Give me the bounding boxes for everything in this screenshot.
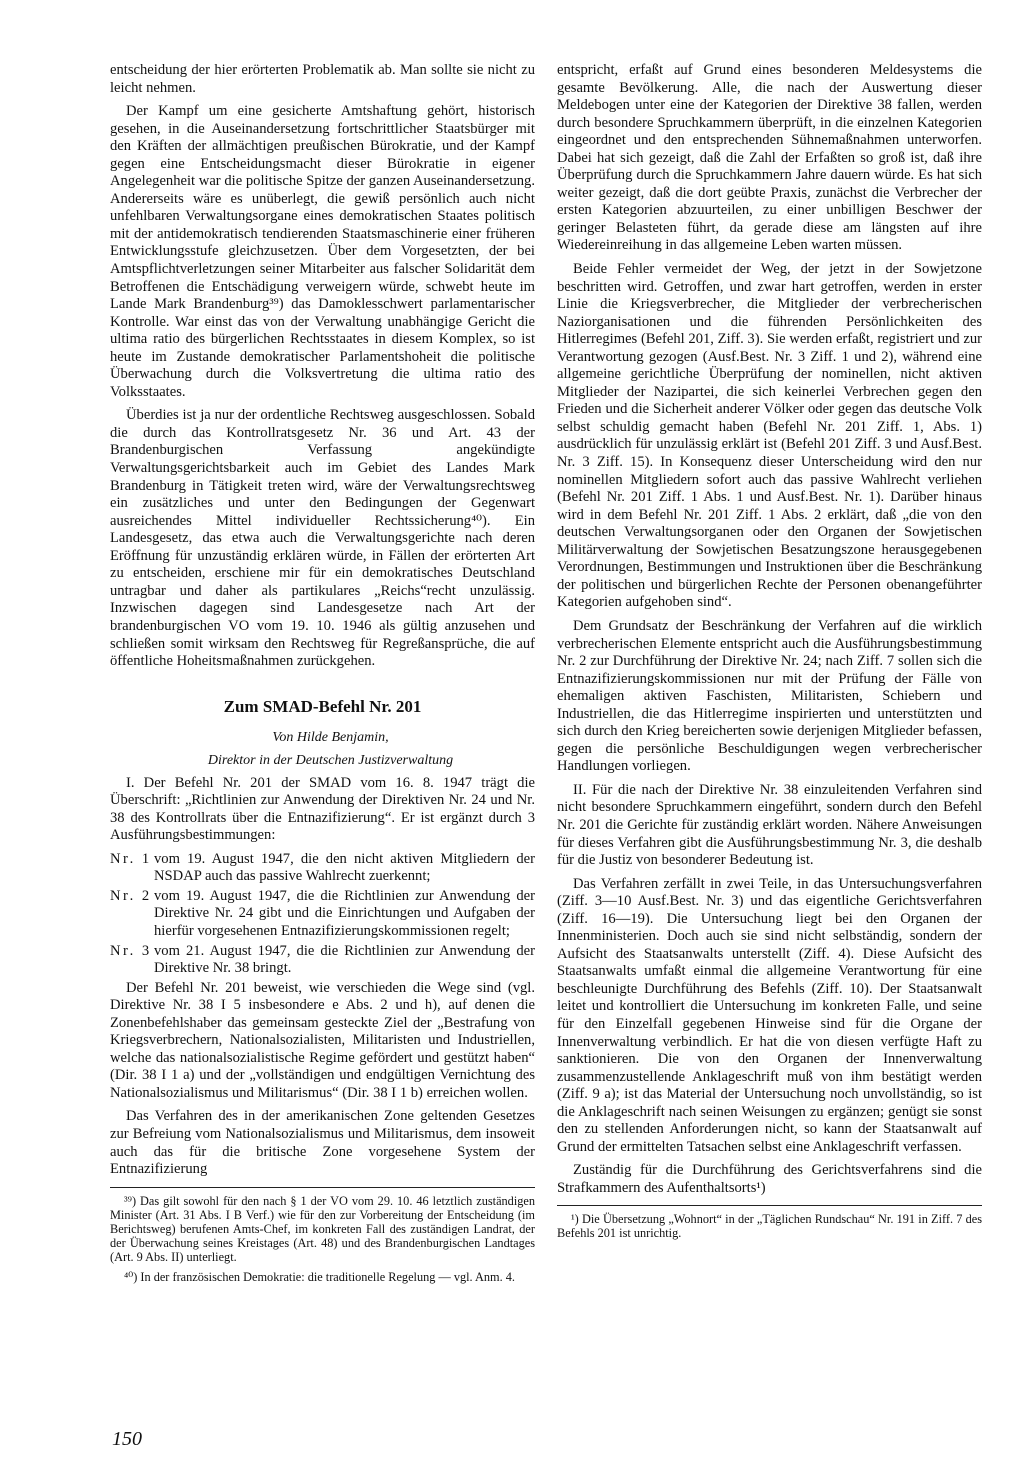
- author-byline: Von Hilde Benjamin,: [272, 729, 389, 745]
- body-paragraph: II. Für die nach der Direktive Nr. 38 einzuleitenden Verfahren sind nicht besondere Spruchkammern eingeführt, sondern durch den Befehl Nr. 201 die Gerichte für zuständig erklärt worden. Nähere Anweisungen für dieses Verfahren gibt die Ausführungsbestimmung Nr. 3, die deshalb für die Justiz von besonderer Bedeutung ist.: [557, 781, 982, 869]
- body-paragraph: Das Verfahren zerfällt in zwei Teile, in das Untersuchungsverfahren (Ziff. 3—10 Ausf.Best. Nr. 3) und das eigentliche Gerichtsverfahren (Ziff. 16—19). Die Untersuchung liegt bei den Organen der Innenministerien. Doch auch sie sind nicht selbständig, sondern der Aufsicht des Staatsanwalts unterstellt (Ziff. 4). Diese Aufsicht des Staatsanwalts umfaßt einmal die allgemeine Verantwortung für eine beschleunigte Durchführung des Befehls (Ziff. 10). Der Staatsanwalt leitet und kontrolliert die Untersuchung im konkreten Falle, und seine für den Einzelfall gegebenen Hinweise sind für die Organe der Innenverwaltung verbindlich. Er hat die von diesen verfügte Haft zu sanktionieren. Die von den Organen der Innenverwaltung zusammenzustellende Anklageschrift muß von ihm bestätigt werden (Ziff. 9 a); ist das Material der Untersuchung noch unvollständig, so ist die Anklageschrift nach seinen Weisungen zu ergänzen; genügt sie sonst den zu stellenden Anforderungen nicht, so kann der Staatsanwalt auf Grund der ermittelten Tatsachen selbst eine Anklageschrift verfassen.: [557, 875, 982, 1155]
- left-column: [110, 62, 535, 1290]
- list-item-text: vom 19. August 1947, die die Richtlinien zur Anwendung der Direktive Nr. 24 gibt und die Einrichtungen und Aufgaben der hierfür vorgesehenen Entnazifizierungskommissionen regelt;: [154, 887, 535, 939]
- page-number: 150: [112, 1428, 142, 1450]
- footnotes: [557, 1205, 982, 1240]
- body-paragraph: Überdies ist ja nur der ordentliche Rechtsweg ausgeschlossen. Sobald die durch das Kontrollratsgesetz Nr. 36 und Art. 43 der Brandenburgischen Verfassung angekündigte Verwaltungsgerichtsbarkeit auch im Gebiet des Landes Mark Brandenburg in Tätigkeit treten wird, wäre der Verwaltungsrechtsweg ein zusätzliches und unter den Bedingungen der Gegenwart ausreichendes Mittel individueller Rechtssicherung⁴⁰). Ein Landesgesetz, das etwa auch die Verwaltungsgerichte nach deren Eröffnung für unzuständig erklären würde, in Fällen der erörterten Art zu entscheiden, erschiene mir für ein demokratisches Deutschland untragbar und daher als partikulares „Reichs“recht unzulässig. Inzwischen dagegen sind Landesgesetze nach Art der brandenburgischen VO vom 19. 10. 1946 als gültig anzusehen und schließen somit wirksam den Rechtsweg für Regreßansprüche, die auf öffentliche Hoheitsmaßnahmen zurückgehen.: [110, 407, 535, 670]
- body-paragraph: entscheidung der hier erörterten Problematik ab. Man sollte sie nicht zu leicht nehmen.: [110, 62, 535, 96]
- footnote: ¹) Die Übersetzung „Wohnort“ in der „Täglichen Rundschau“ Nr. 191 in Ziff. 7 des Befehls 201 ist unrichtig.: [557, 1212, 982, 1241]
- body-paragraph: Der Befehl Nr. 201 beweist, wie verschieden die Wege sind (vgl. Direktive Nr. 38 I 5 insbesondere e Abs. 2 und h), auf denen die Zonenbefehlshaber das gemeinsam gesteckte Ziel der „Bestrafung von Kriegsverbrechern, Nationalsozialisten, Militaristen und Industriellen, welche das nationalsozialistische Regime gefördert und gestützt haben“ (Dir. 38 I 1 a) und der „vollständigen und endgültigen Vernichtung des Nationalsozialismus und Militarismus“ (Dir. 38 I 1 b) erreichen wollen.: [110, 979, 535, 1101]
- body-paragraph: Das Verfahren des in der amerikanischen Zone geltenden Gesetzes zur Befreiung vom Nationalsozialismus und Militarismus, dem insoweit auch das für die britische Zone vorgesehene System der Entnazifizierung: [110, 1108, 535, 1178]
- list-item: [110, 851, 535, 886]
- list-item-label: Nr. 2: [110, 887, 152, 904]
- list-item-label: Nr. 3: [110, 942, 152, 959]
- footnote: ³⁹) Das gilt sowohl für den nach § 1 der VO vom 29. 10. 46 letztlich zuständigen Minister (Art. 31 Abs. I B Verf.) wie für den zur Vorbereitung der Entscheidung (im Berichtsweg) berufenen Amts-Chef, im konkreten Fall des zuständigen Landrat, der der Überwachung seines Kreistages (Art. 48) und des Brandenburgischen Landtages (Art. 9 Abs. II) unterliegt.: [110, 1193, 535, 1264]
- body-paragraph: Der Kampf um eine gesicherte Amtshaftung gehört, historisch gesehen, in die Auseinandersetzung fortschrittlicher Staatsbürger mit den Kräften der allmächtigen preußischen Bürokratie, und der Kampf gegen eine Entscheidungsmacht dieser Bürokratie in eigener Angelegenheit war die politische Spitze der ganzen Auseinandersetzung. Andererseits wäre es unüberlegt, die gewiß persönlich auch nicht unfehlbaren Verwaltungsorgane eines demokratischen Staates politisch mit der antidemokratisch tendierenden Staatsmaschinerie einer früheren Entwicklungsstufe gleichzusetzen. Über dem Vorgesetzten, der bei Amtspflichtverletzungen seiner Mitarbeiter aus falscher Solidarität dem Betroffenen die Entschädigung verweigern würde, schwebt heute im Lande Mark Brandenburg³⁹) das Damoklesschwert parlamentarischer Kontrolle. War einst das von der Verwaltung unabhängige Gericht die ultima ratio des bürgerlichen Rechtsstaates in diesem Komplex, so ist heute im Zustande demokratischer Parlamentshoheit die politische Überwachung durch die Volksvertretung die ultima ratio des Volksstaates.: [110, 103, 535, 400]
- body-paragraph: Beide Fehler vermeidet der Weg, der jetzt in der Sowjetzone beschritten wird. Getroffen, und zwar hart getroffen, werden in erster Linie die Kriegsverbrecher, die Mitglieder der verbrecherischen Naziorganisationen und die führenden Persönlichkeiten des Hitlerregimes (Befehl 201, Ziff. 3). Sie werden erfaßt, registriert und zur Verantwortung gezogen (Ausf.Best. Nr. 3 Ziff. 1 und 2), während eine allgemeine gerichtliche Überprüfung der nominellen, nicht aktiven Mitglieder der Nazipartei, die sich keinerlei Verbrechen gegen den Frieden und die Sicherheit anderer Völker oder gegen das deutsche Volk selbst schuldig gemacht haben (Befehl Nr. 201 Ziff. 1, Abs. 1) ausdrücklich für unzulässig erklärt ist (Befehl 201 Ziff. 3 und Ausf.Best. Nr. 3 Ziff. 15). In Konsequenz dieser Unterscheidung wird den nur nominellen Mitgliedern sofort auch das passive Wahlrecht verliehen (Befehl Nr. 201 Ziff. 1 Abs. 1 und Ausf.Best. Nr. 1). Darüber hinaus wird in dem Befehl Nr. 201 Ziff. 1 Abs. 2 erklärt, daß „die von den deutschen Verwaltungsorganen oder den Organen der Sowjetischen Militärverwaltung der Sowjetischen Besatzungszone herausgegebenen Verordnungen, Bestimmungen und Instruktionen über die Beschränkung der politischen und bürgerlichen Rechte der Personen obenangeführter Kategorien aufgehoben sind“.: [557, 261, 982, 611]
- author-position: Direktor in der Deutschen Justizverwaltung: [207, 752, 454, 768]
- list-item-text: vom 19. August 1947, die den nicht aktiven Mitgliedern der NSDAP auch das passive Wahlrecht zuerkennt;: [154, 850, 535, 885]
- list-item-label: Nr. 1: [110, 850, 152, 867]
- footnote: ⁴⁰) In der französischen Demokratie: die traditionelle Regelung — vgl. Anm. 4.: [124, 1269, 515, 1284]
- list-item-text: vom 21. August 1947, die die Richtlinien zur Anwendung der Direktive Nr. 38 bringt.: [154, 942, 535, 977]
- footnotes: [110, 1187, 535, 1284]
- body-paragraph: Dem Grundsatz der Beschränkung der Verfahren auf die wirklich verbrecherischen Elemente entspricht auch die Ausführungsbestimmung Nr. 2 zur Durchführung der Direktive Nr. 24; nach Ziff. 7 sollen sich die Entnazifizierungskommissionen nur mit der Prüfung der Fälle von ehemaligen aktiven Faschisten, Militaristen, Schiebern und Industriellen, die das Hitlerregime inspirierten und unterstützten und sich durch den Krieg bereicherten sowie derjenigen Mitglieder befassen, gegen die persönliche Beschuldigungen wegen verbrecherischer Handlungen vorliegen.: [557, 617, 982, 775]
- list-item: [110, 943, 535, 978]
- right-column: [557, 62, 982, 1246]
- article-title: Zum SMAD-Befehl Nr. 201: [223, 696, 422, 716]
- body-paragraph: I. Der Befehl Nr. 201 der SMAD vom 16. 8. 1947 trägt die Überschrift: „Richtlinien zur Anwendung der Direktiven Nr. 24 und Nr. 38 des Kontrollrats über die Entnazifizierung“. Er ist ergänzt durch 3 Ausführungsbestimmungen:: [110, 774, 535, 844]
- list-item: [110, 888, 535, 941]
- body-paragraph: Zuständig für die Durchführung des Gerichtsverfahrens sind die Strafkammern des Aufenthaltsorts¹): [557, 1162, 982, 1196]
- body-paragraph: entspricht, erfaßt auf Grund eines besonderen Meldesystems die gesamte Bevölkerung. Alle, die nach der Auswertung dieser Meldebogen unter eine der Kategorien der Direktive 38 fallen, werden durch besondere Spruchkammern überprüft, in die einzelnen Kategorien eingeordnet und den entsprechenden Sühnemaßnahmen unterworfen. Dabei hat sich gezeigt, daß die Zahl der Erfaßten so groß ist, daß ihre Überprüfung durch die Spruchkammern Jahre dauern würde. Es hat sich weiter gezeigt, daß die dort geübte Praxis, zunächst die Verbrecher der ersten Kategorien abzuurteilen, zu einer unbilligen Beschwer der geringer Belasteten führt, da gerade diese am längsten auf ihre Wiedereinreihung in das allgemeine Leben warten müssen.: [557, 62, 982, 254]
